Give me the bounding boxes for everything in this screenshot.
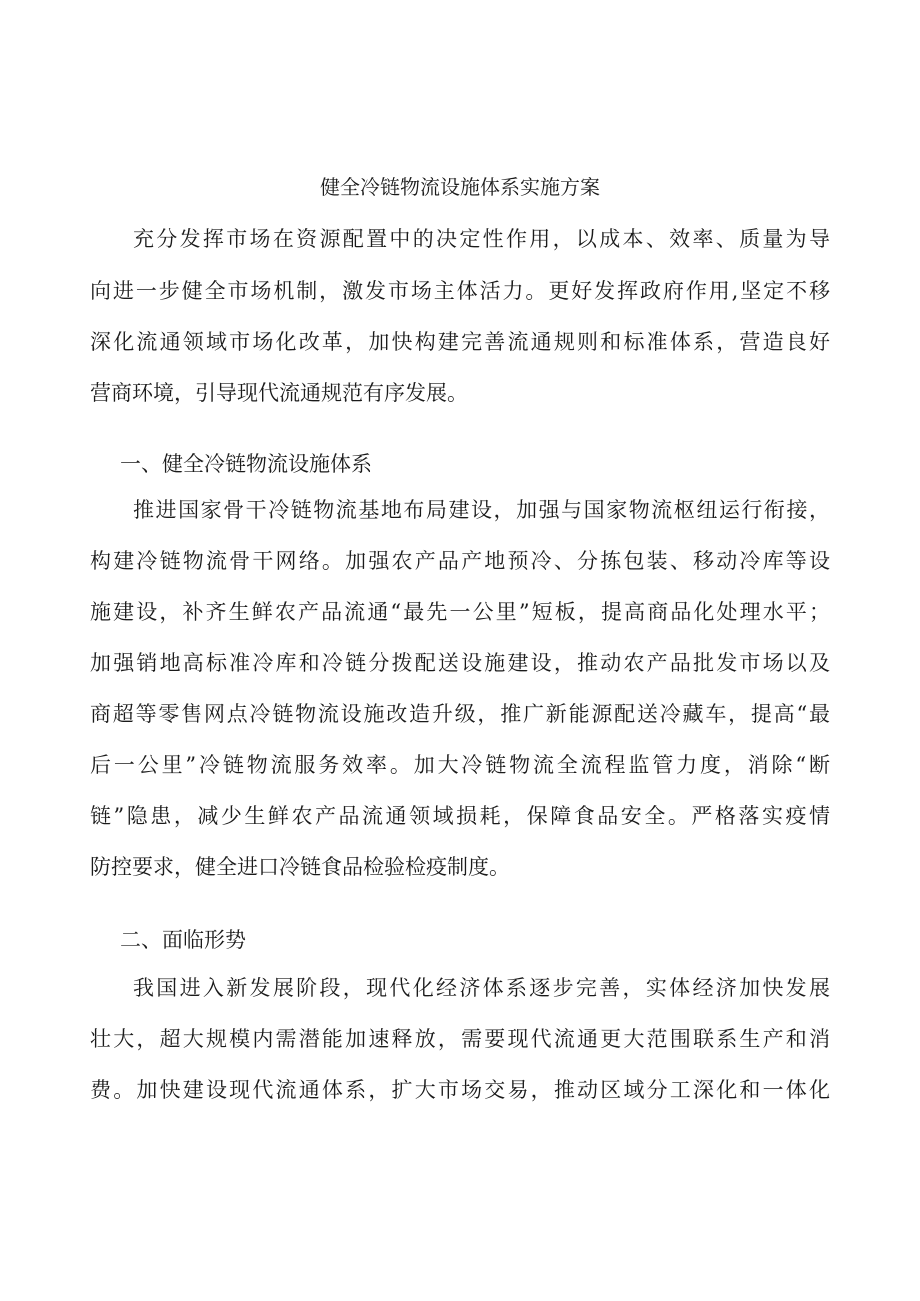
document-title: 健全冷链物流设施体系实施方案	[320, 175, 600, 199]
section2-line-2: 壮大，超大规模内需潜能加速释放，需要现代流通更大范围联系生产和消	[90, 1027, 830, 1051]
section1-heading: 一、健全冷链物流设施体系	[120, 452, 372, 476]
section1-line-4: 加强销地高标准冷库和冷链分拨配送设施建设，推动农产品批发市场以及	[90, 651, 830, 675]
section1-line-8: 防控要求，健全进口冷链食品检验检疫制度。	[90, 855, 510, 879]
section1-line-1: 推进国家骨干冷链物流基地布局建设，加强与国家物流枢纽运行衔接，	[133, 498, 830, 522]
intro-line-1: 充分发挥市场在资源配置中的决定性作用，以成本、效率、质量为导	[133, 227, 830, 251]
section1-line-2: 构建冷链物流骨干网络。加强农产品产地预冷、分拣包装、移动冷库等设	[90, 549, 830, 573]
intro-line-3: 深化流通领域市场化改革，加快构建完善流通规则和标准体系，营造良好	[90, 330, 830, 354]
section2-heading: 二、面临形势	[120, 928, 246, 952]
section1-line-6: 后一公里”冷链物流服务效率。加大冷链物流全流程监管力度，消除“断	[90, 753, 830, 777]
intro-line-2: 向进一步健全市场机制，激发市场主体活力。更好发挥政府作用,坚定不移	[90, 279, 830, 303]
intro-line-4: 营商环境，引导现代流通规范有序发展。	[90, 381, 468, 405]
section1-line-5: 商超等零售网点冷链物流设施改造升级，推广新能源配送冷藏车，提高“最	[90, 702, 830, 726]
section1-line-3: 施建设，补齐生鲜农产品流通“最先一公里”短板，提高商品化处理水平；	[90, 600, 830, 624]
section1-line-7: 链”隐患，减少生鲜农产品流通领域损耗，保障食品安全。严格落实疫情	[90, 804, 830, 828]
section2-line-3: 费。加快建设现代流通体系，扩大市场交易，推动区域分工深化和一体化	[90, 1078, 830, 1102]
section2-line-1: 我国进入新发展阶段，现代化经济体系逐步完善，实体经济加快发展	[133, 976, 830, 1000]
